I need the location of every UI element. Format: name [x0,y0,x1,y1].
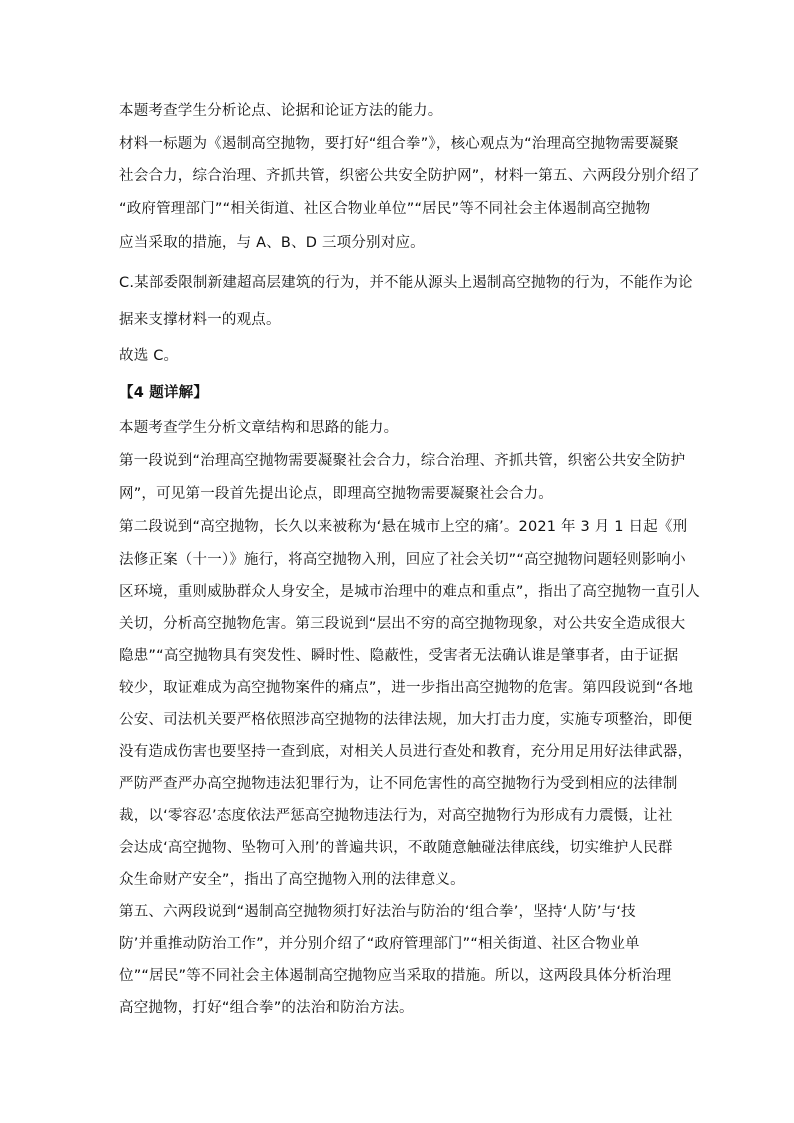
paragraph-line: 材料一标题为《遏制高空抛物，要打好“组合拳”》，核心观点为“治理高空抛物需要凝聚 [119,136,679,152]
paragraph-line: C.某部委限制新建超高层建筑的行为，并不能从源头上遏制高空抛物的行为，不能作为论 [119,275,693,291]
paragraph-line: 区环境，重则威胁群众人身安全，是城市治理中的难点和重点”，指出了高空抛物一直引人 [119,584,701,600]
paragraph-line: “政府管理部门”“相关街道、社区合物业单位”“居民”等不同社会主体遏制高空抛物 [119,201,651,217]
paragraph-line: 隐患”“高空抛物具有突发性、瞬时性、隐蔽性，受害者无法确认谁是肇事者，由于证据 [119,648,679,664]
paragraph-line: 据来支撑材料一的观点。 [119,312,281,328]
paragraph-line: 严防严查严办高空抛物违法犯罪行为，让不同危害性的高空抛物行为受到相应的法律制 [119,776,678,792]
paragraph-line: 法修正案（十一）》施行，将高空抛物入刑，回应了社会关切”“高空抛物问题轻则影响小 [119,552,686,568]
paragraph-line: 故选 C。 [119,348,179,364]
paragraph-line: 社会合力，综合治理、齐抓共管，织密公共安全防护网”，材料一第五、六两段分别介绍了 [119,168,701,184]
paragraph-line: 较少，取证难成为高空抛物案件的痛点”，进一步指出高空抛物的危害。第四段说到“各地 [119,680,694,696]
paragraph-line: 网”，可见第一段首先提出论点，即理高空抛物需要凝聚社会合力。 [119,486,554,502]
paragraph-line: 会达成‘高空抛物、坠物可入刑’的普遍共识，不敢随意触碰法律底线，切实维护人民群 [119,840,673,856]
paragraph-line: 关切，分析高空抛物危害。第三段说到“层出不穷的高空抛物现象，对公共安全造成很大 [119,616,686,632]
paragraph-line: 高空抛物，打好“组合拳”的法治和防治方法。 [119,1000,414,1016]
paragraph-line: 应当采取的措施，与 A、B、D 三项分别对应。 [119,235,425,251]
paragraph-line: 本题考查学生分析文章结构和思路的能力。 [119,420,399,436]
paragraph-line: 第二段说到“高空抛物，长久以来被称为‘悬在城市上空的痛’。2021 年 3 月 1 日起《刑 [119,519,688,535]
section-heading: 【4 题详解】 [119,385,209,401]
paragraph-line: 公安、司法机关要严格依照涉高空抛物的法律法规，加大打击力度，实施专项整治，即便 [119,712,693,728]
paragraph-line: 众生命财产安全”，指出了高空抛物入刑的法律意义。 [119,872,465,888]
paragraph-line: 位”“居民”等不同社会主体遏制高空抛物应当采取的措施。所以，这两段具体分析治理 [119,968,672,984]
paragraph-line: 第五、六两段说到“遏制高空抛物须打好法治与防治的‘组合拳’，坚持‘人防’与‘技 [119,904,636,920]
paragraph-line: 没有造成伤害也要坚持一查到底，对相关人员进行查处和教育，充分用足用好法律武器， [119,744,693,760]
paragraph-line: 防’并重推动防治工作”，并分别介绍了“政府管理部门”“相关街道、社区合物业单 [119,936,640,952]
paragraph-line: 第一段说到“治理高空抛物需要凝聚社会合力，综合治理、齐抓共管，织密公共安全防护 [119,453,686,469]
paragraph-line: 本题考查学生分析论点、论据和论证方法的能力。 [119,103,443,119]
paragraph-line: 裁，以‘零容忍’态度依法严惩高空抛物违法行为，对高空抛物行为形成有力震慑，让社 [119,808,673,824]
